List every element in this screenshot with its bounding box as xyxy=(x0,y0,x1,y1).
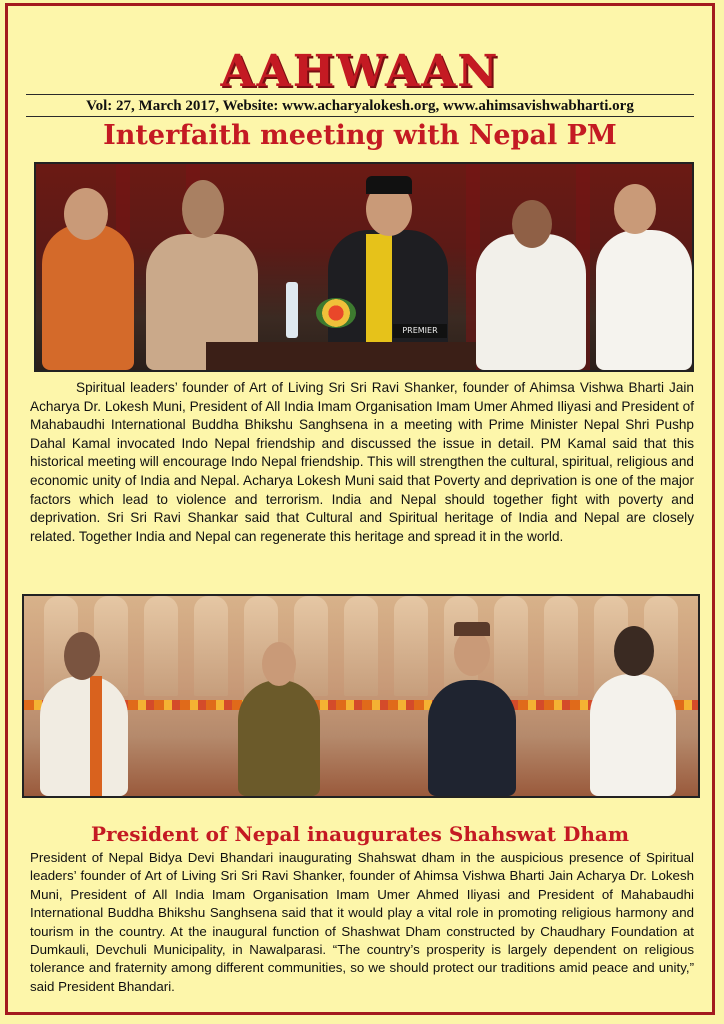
premier-nameplate: PREMIER xyxy=(393,324,447,338)
article2-body: President of Nepal Bidya Devi Bhandari inaugurating Shahswat dham in the auspicious presence of Spiritual leaders’ founder of Art of Living Sri Sri Ravi Shanker, founder of Ahimsa Vishwa Bharti Jain Acharya Dr. Lokesh Muni, President of All India Imam Organisation Imam Umer Ahmed Iliyasi and President of Mahabaudhi International Buddha Bhikshu Sanghsena said that it would play a vital role in promoting religious harmony and tourism in the country. At the inaugural function of Shashwat Dham constructed by Chaudhary Foundation at Dumkauli, Devchuli Municipality, in Nawalparasi. “The country’s prosperity is largely dependent on religious tolerance and fraternity among different communities, so we should protect our traditions amid peace and unity,” said President Bhandari. xyxy=(30,850,694,994)
divider xyxy=(26,116,694,117)
newsletter-page xyxy=(5,3,715,1015)
issue-line: Vol: 27, March 2017, Website: www.acharyalokesh.org, www.ahimsavishwabharti.org xyxy=(86,98,634,114)
article1-body: Spiritual leaders’ founder of Art of Living Sri Sri Ravi Shanker, founder of Ahimsa Vishwa Bharti Jain Acharya Dr. Lokesh Muni, President of All India Imam Organisation Imam Umer Ahmed Iliyasi and President of Mahabaudhi International Buddha Bhikshu Sanghsena in a meeting with Prime Minister Nepal Shri Pushp Dahal Kamal invocated Indo Nepal friendship and discussed the issue in detail. PM Kamal said that this historical meeting will encourage Indo Nepal friendship. This will strengthen the cultural, spiritual, religious and economic unity of India and Nepal. Acharya Lokesh Muni said that Poverty and deprivation is one of the major factors which lead to violence and terrorism. India and Nepal should together fight with poverty and deprivation. Sri Sri Ravi Shankar said that Cultural and Spiritual heritage of India and Nepal are closely related. Together India and Nepal can regenerate this heritage and spread it in the world. xyxy=(30,380,694,544)
article1-headline: Interfaith meeting with Nepal PM xyxy=(103,120,617,151)
divider xyxy=(26,94,694,95)
masthead-title: AAHWAAN xyxy=(220,46,500,97)
inauguration-photo xyxy=(22,594,700,798)
article2-headline: President of Nepal inaugurates Shahswat Dham xyxy=(91,822,629,846)
meeting-photo xyxy=(34,162,694,372)
